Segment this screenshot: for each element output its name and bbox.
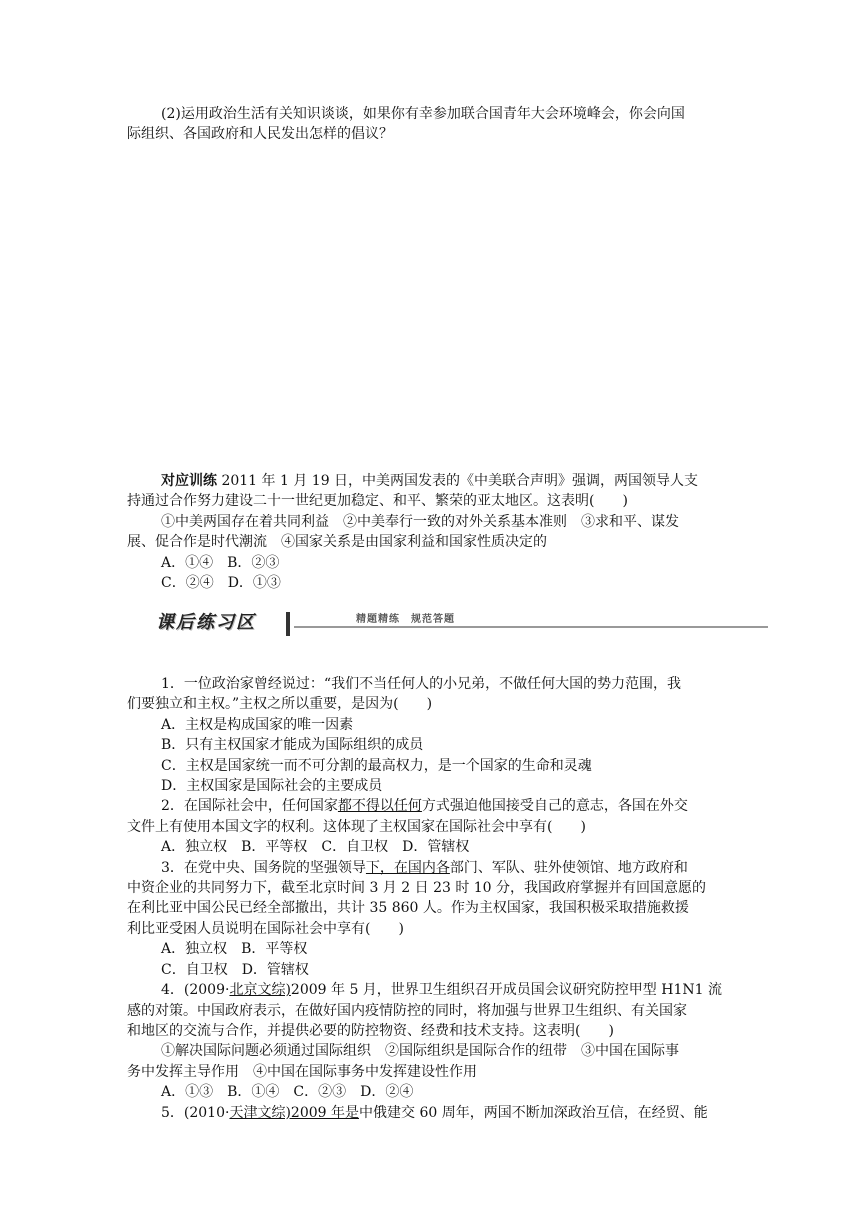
q5-source: 天津文综)2009 年是 — [229, 1104, 359, 1121]
q4-line-4: ①解决国际问题必须通过国际组织 ②国际组织是国际合作的纽带 ③中国在国际事 — [161, 1043, 679, 1060]
q3-underlined: 下，在国内各 — [365, 859, 450, 876]
q4-line-3: 和地区的交流与合作，并提供必要的防控物资、经费和技术支持。这表明( ) — [127, 1022, 614, 1039]
training-options-1: A．①④ B．②③ — [161, 554, 280, 571]
section-rule — [294, 626, 768, 628]
q4-line-2: 感的对策。中国政府表示，在做好国内疫情防控的同时，将加强与世界卫生组织、有关国家 — [127, 1002, 687, 1019]
section-subtitle: 精题精练 规范答题 — [356, 614, 455, 625]
q1-line-2: 们要独立和主权。”主权之所以重要，是因为( ) — [127, 696, 433, 713]
q2-text-a: 2．在国际社会中，任何国家 — [161, 798, 338, 815]
training-exercise — [127, 471, 739, 593]
q1-option-b: B．只有主权国家才能成为国际组织的成员 — [161, 737, 424, 754]
q4-text-a: 4．(2009· — [161, 982, 230, 999]
training-line-1 — [127, 471, 739, 491]
q4-source: 北京文综) — [229, 982, 291, 999]
q3-line-1 — [127, 858, 739, 878]
q5-line-1 — [127, 1103, 739, 1123]
q1-option-d: D．主权国家是国际社会的主要成员 — [161, 778, 383, 795]
q5-text-b: 中俄建交 60 周年，两国不断加深政治互信，在经贸、能 — [359, 1104, 708, 1121]
question-2-prompt — [127, 104, 739, 145]
q2-line-2: 文件上有使用本国文字的权利。这体现了主权国家在国际社会中享有( ) — [127, 818, 586, 835]
training-line-3: ①中美两国存在着共同利益 ②中美奉行一致的对外关系基本准则 ③求和平、谋发 — [161, 513, 679, 530]
q3-options-2: C．自卫权 D．管辖权 — [161, 961, 309, 978]
training-line-2: 持通过合作努力建设二十一世纪更加稳定、和平、繁荣的亚太地区。这表明( ) — [127, 493, 628, 510]
q4-text-b: 2009 年 5 月，世界卫生组织召开成员国会议研究防控甲型 H1N1 流 — [290, 982, 722, 999]
q2-line-1: (2)运用政治生活有关知识谈谈，如果你有幸参加联合国青年大会环境峰会，你会向国 — [161, 106, 685, 122]
q3-line-2: 中资企业的共同努力下，截至北京时间 3 月 2 日 23 时 10 分，我国政府掌握并有回国意愿的 — [127, 880, 707, 897]
q3-options-1: A．独立权 B．平等权 — [161, 941, 308, 958]
training-options-2: C．②④ D．①③ — [161, 575, 281, 592]
q3-line-4: 利比亚受困人员说明在国际社会中享有( ) — [127, 920, 404, 937]
q2-options: A．独立权 B．平等权 C．自卫权 D．管辖权 — [161, 839, 470, 856]
section-divider-bar — [286, 612, 290, 636]
section-title: 课后练习区 — [156, 612, 256, 633]
q4-line-1 — [127, 980, 739, 1000]
training-line-1-text: 2011 年 1 月 19 日，中美两国发表的《中美联合声明》强调，两国领导人支 — [217, 473, 699, 489]
q1-option-c: C．主权是国家统一而不可分割的最高权力，是一个国家的生命和灵魂 — [161, 757, 592, 774]
training-label: 对应训练 — [161, 473, 217, 489]
q4-options: A．①③ B．①④ C．②③ D．②④ — [161, 1084, 414, 1101]
q2-line-1 — [127, 796, 739, 816]
q1-option-a: A．主权是构成国家的唯一因素 — [161, 716, 354, 733]
after-class-questions — [127, 674, 739, 1123]
q3-text-b: 部门、军队、驻外使领馆、地方政府和 — [449, 859, 688, 876]
training-line-4: 展、促合作是时代潮流 ④国家关系是由国家利益和国家性质决定的 — [127, 534, 547, 551]
q2-text-b: 方式强迫他国接受自己的意志，各国在外交 — [421, 798, 688, 815]
q3-line-3: 在利比亚中国公民已经全部撤出，共计 35 860 人。作为主权国家，我国积极采取措施救援 — [127, 900, 689, 917]
q1-line-1: 1．一位政治家曾经说过：“我们不当任何人的小兄弟，不做任何大国的势力范围，我 — [161, 676, 682, 692]
q4-line-5: 务中发挥主导作用 ④中国在国际事务中发挥建设性作用 — [127, 1063, 477, 1080]
q2-line-2: 际组织、各国政府和人民发出怎样的倡议？ — [127, 126, 393, 143]
q2-underlined: 都不得以任何 — [337, 798, 422, 815]
section-banner — [156, 608, 768, 638]
q3-text-a: 3．在党中央、国务院的坚强领导 — [161, 859, 366, 876]
q5-text-a: 5．(2010· — [161, 1104, 230, 1121]
